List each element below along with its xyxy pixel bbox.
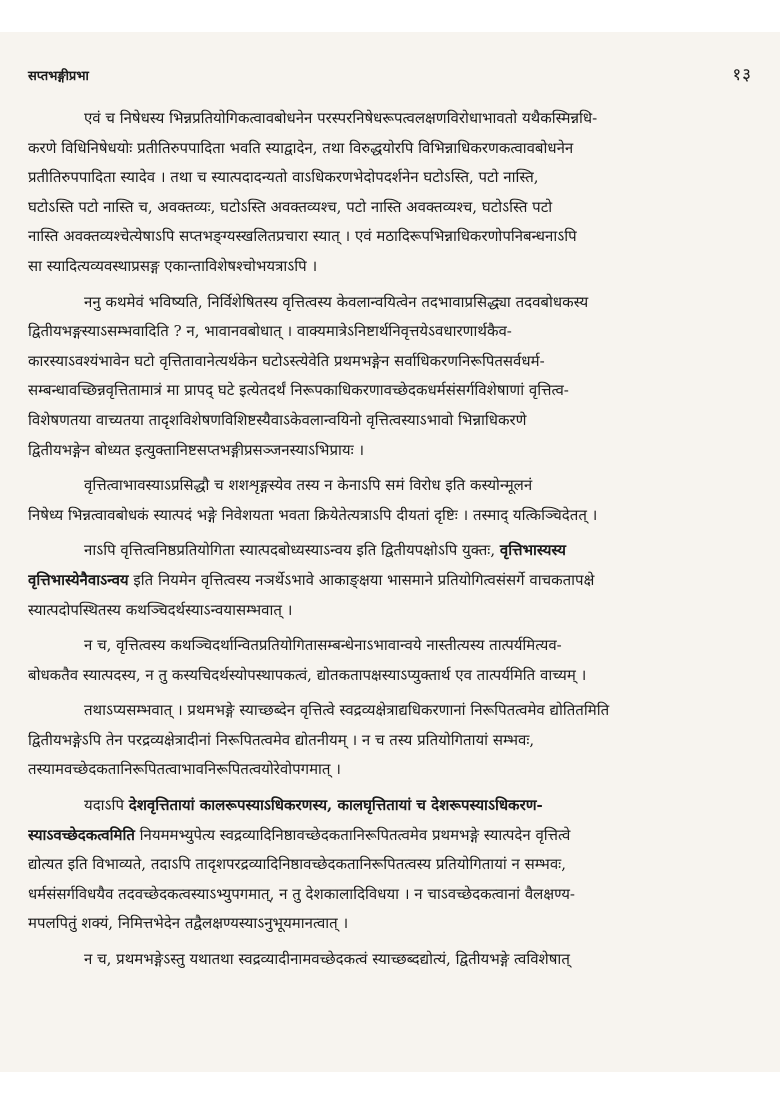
text-line: ननु कथमेवं भविष्यति, निर्विशेषितस्य वृत्तित्वस्य केवलान्वयित्वेन तदभावाप्रसिद्ध्या तदवबोधकस्य bbox=[84, 292, 589, 311]
text-line bbox=[28, 566, 750, 596]
text-line: निषेध्य भिन्नत्वावबोधकं स्यात्पदं भङ्गे निवेशयता भवता क्रियेतेत्यत्राऽपि दीयतां दृष्टिः । तस्माद् यत्किञ्चिदेतत् । bbox=[28, 505, 598, 524]
paragraph bbox=[28, 288, 750, 466]
text-line: द्वितीयभङ्गस्याऽसम्भवादिति ? न, भावानवबोधात् । वाक्यमात्रेऽनिष्टार्थनिवृत्तयेऽवधारणार्थकैव- bbox=[28, 322, 512, 341]
text-line: धर्मसंसर्गविधयैव तदवच्छेदकत्वस्याऽभ्युपगमात्, न तु देशकालादिविधया । न चाऽवच्छेदकत्वानां वैलक्षण्य- bbox=[28, 884, 575, 903]
paragraph bbox=[28, 471, 750, 530]
text-line: करणे विधिनिषेधयोः प्रतीतिरुपपादिता भवति स्याद्वादेन, तथा विरुद्धयोरपि विभिन्नाधिकरणकत्वावबोधनेन bbox=[28, 138, 574, 157]
text-line: एवं च निषेधस्य भिन्नप्रतियोगिकत्वावबोधनेन परस्परनिषेधरूपत्वलक्षणविरोधाभावतो यथैकस्मिन्नधि- bbox=[84, 109, 598, 127]
text-line: स्यात्पदोपस्थितस्य कथञ्चिदर्थस्याऽन्वयासम्भवात् । bbox=[28, 600, 293, 619]
body-text bbox=[28, 104, 750, 981]
text-line: वृत्तित्वाभावस्याऽप्रसिद्धौ च शशशृङ्गस्येव तस्य न केनाऽपि समं विरोध इति कस्योन्मूलनं bbox=[84, 476, 533, 495]
bold-term: वृत्तिभास्येनैवाऽन्वय bbox=[28, 570, 129, 589]
bold-term: वृत्तिभास्यस्य bbox=[499, 541, 566, 560]
text-line: तथाऽप्यसम्भवात् । प्रथमभङ्गे स्याच्छब्देन वृत्तित्वे स्वद्रव्यक्षेत्राद्यधिकरणानां निरूपितत्वमेव द्योतितमिति bbox=[84, 701, 610, 720]
paragraph bbox=[28, 696, 750, 785]
text-line: घटोऽस्ति पटो नास्ति च, अवक्तव्यः, घटोऽस्ति अवक्तव्यश्च, पटो नास्ति अवक्तव्यश्च, घटोऽस्ति पटो bbox=[28, 197, 553, 216]
text-segment: यदाऽपि bbox=[84, 796, 129, 815]
text-line: सा स्यादित्यव्यवस्थाप्रसङ्ग एकान्ताविशेषश्चोभयत्राऽपि । bbox=[28, 256, 318, 275]
paragraph bbox=[28, 631, 750, 690]
text-line: कारस्याऽवश्यंभावेन घटो वृत्तितावानेत्यर्थकेन घटोऽस्त्येवेति प्रथमभङ्गेन सर्वाधिकरणनिरूपितसर्वधर्म- bbox=[28, 351, 545, 370]
text-segment: नियममभ्युपेत्य स्वद्रव्यादिनिष्ठावच्छेदकतानिरूपितत्वमेव प्रथमभङ्गे स्यात्पदेन वृत्तित्वे bbox=[134, 825, 571, 844]
text-line: नास्ति अवक्तव्यश्चेत्येषाऽपि सप्तभङ्ग्यस्खलितप्रचारा स्यात् । एवं मठादिरूपभिन्नाधिकरणोपनिबन्धनाऽपि bbox=[28, 227, 577, 246]
text-line: द्वितीयभङ्गेन बोध्यत इत्युक्तानिष्टसप्तभङ्गीप्रसञ्जनस्याऽभिप्रायः । bbox=[28, 440, 365, 459]
text-segment: नाऽपि वृत्तित्वनिष्ठप्रतियोगिता स्यात्पदबोध्यस्याऽन्वय इति द्वितीयपक्षोऽपि युक्तः, bbox=[84, 541, 500, 560]
paragraph bbox=[28, 791, 750, 939]
text-line: प्रतीतिरुपपादिता स्यादेव । तथा च स्यात्पदादन्यतो वाऽधिकरणभेदोपदर्शनेन घटोऽस्ति, पटो नास्ति, bbox=[28, 168, 539, 187]
text-line: न च, प्रथमभङ्गेऽस्तु यथातथा स्वद्रव्यादीनामवच्छेदकत्वं स्याच्छब्दद्योत्यं, द्वितीयभङ्गे त्वविशेषात् bbox=[84, 950, 570, 969]
text-line bbox=[28, 821, 750, 851]
bold-term: स्याऽवच्छेदकत्वमिति bbox=[28, 825, 135, 844]
text-line: न च, वृत्तित्वस्य कथञ्चिदर्थान्वितप्रतियोगितासम्बन्धेनाऽभावान्वये नास्तीत्यस्य तात्पर्यमित्यव- bbox=[84, 636, 562, 655]
text-line bbox=[28, 791, 750, 821]
text-line: द्योत्यत इति विभाव्यते, तदाऽपि तादृशपरद्रव्यादिनिष्ठावच्छेदकतानिरूपितत्वस्य प्रतियोगितायां न सम्भवः, bbox=[28, 855, 566, 874]
page-number: १३ bbox=[732, 65, 752, 85]
text-line: द्वितीयभङ्गेऽपि तेन परद्रव्यक्षेत्रादीनां निरूपितत्वमेव द्योतनीयम् । न च तस्य प्रतियोगितायां सम्भवः, bbox=[28, 730, 535, 749]
text-line: सम्बन्धावच्छिन्नवृत्तितामात्रं मा प्रापद् घटे इत्येतदर्थं निरूपकाधिकरणावच्छेदकधर्मसंसर्गविशेषाणां वृत्तित्व- bbox=[28, 381, 569, 400]
text-line bbox=[28, 536, 750, 566]
paragraph bbox=[28, 104, 750, 282]
text-line: विशेषणतया वाच्यतया तादृशविशेषणविशिष्टस्यैवाऽकेवलान्वयिनो वृत्तित्वस्याऽभावो भिन्नाधिकरणे bbox=[28, 410, 527, 429]
paragraph bbox=[28, 536, 750, 625]
text-line: तस्यामवच्छेदकतानिरूपितत्वाभावनिरूपितत्वयोरेवोपगमात् । bbox=[28, 760, 341, 779]
text-line: बोधकतैव स्यात्पदस्य, न तु कस्यचिदर्थस्योपस्थापकत्वं, द्योतकतापक्षस्याऽप्युक्तार्थ एव तात्पर्यमिति वाच्यम् । bbox=[28, 665, 587, 684]
bold-term: देशवृत्तितायां कालरूपस्याऽधिकरणस्य, कालघृत्तितायां च देशरूपस्याऽधिकरण- bbox=[128, 796, 543, 815]
page-header bbox=[28, 62, 752, 85]
paragraph bbox=[28, 945, 750, 975]
text-segment: इति नियमेन वृत्तित्वस्य नञर्थेऽभावे आकाङ्क्षया भासमाने प्रतियोगित्वसंसर्गे वाचकतापक्षे bbox=[128, 570, 595, 589]
text-line: मपलपितुं शक्यं, निमित्तभेदेन तद्वैलक्षण्यस्याऽनुभूयमानत्वात् । bbox=[28, 914, 349, 933]
book-page bbox=[0, 32, 780, 1072]
running-title: सप्तभङ्गीप्रभा bbox=[28, 69, 89, 84]
